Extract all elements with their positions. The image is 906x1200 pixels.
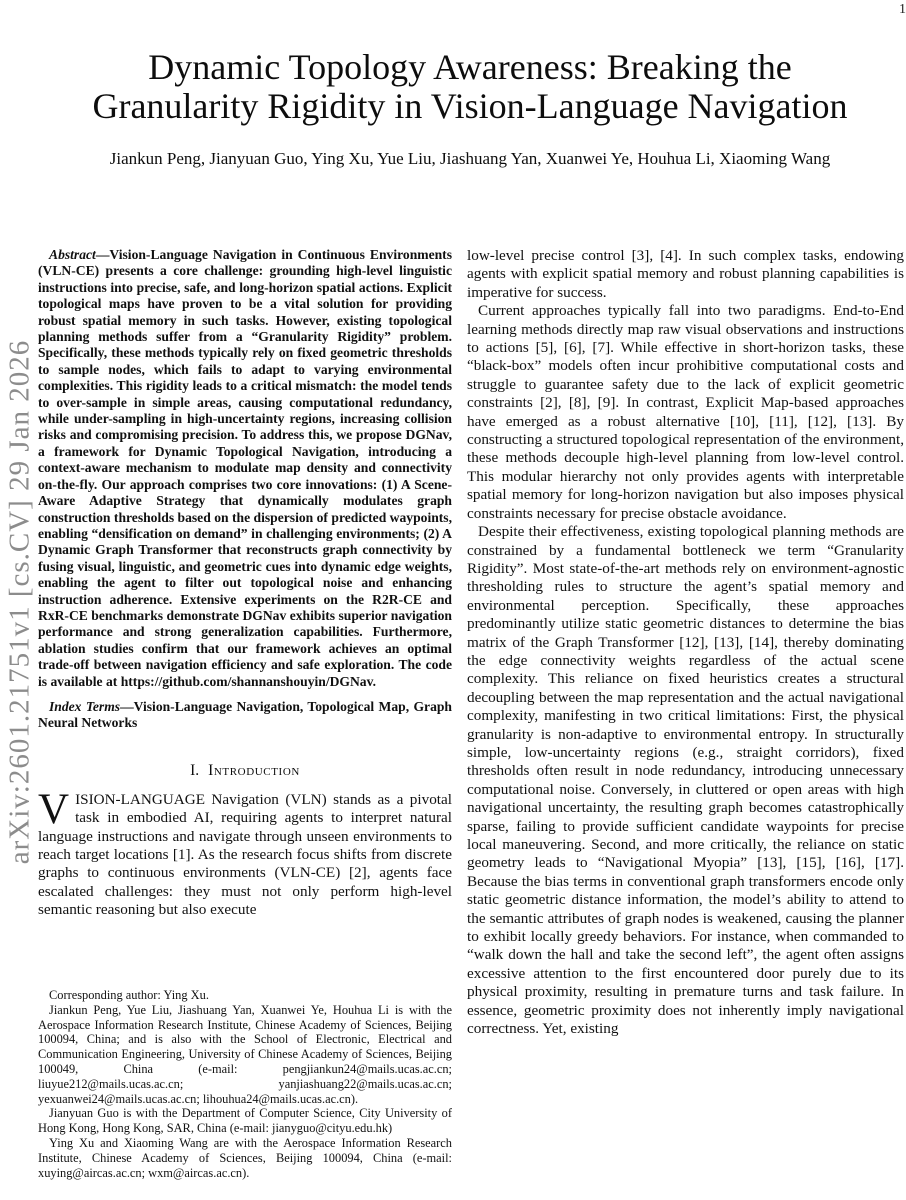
body-paragraph: low-level precise control [3], [4]. In such complex tasks, endowing agents with explicit spatial memory and robust planning capabilities is imperative for success. [467, 247, 904, 301]
footnote-item: Corresponding author: Ying Xu. [49, 988, 209, 1002]
drop-cap: V [38, 785, 70, 833]
section-heading [38, 762, 452, 780]
paper-title [36, 48, 904, 126]
footnotes-block [38, 988, 452, 1180]
authors-line: Jiankun Peng, Jianyuan Guo, Ying Xu, Yue Liu, Jiashuang Yan, Xuanwei Ye, Houhua Li, Xiaoming Wang [109, 149, 831, 168]
body-paragraph: Despite their effectiveness, existing topological planning methods are constrained by a fundamental bottleneck we term “Granularity Rigidity”. Most state-of-the-art methods rely on environment-agnostic thresholding rules to structure the agent’s spatial memory and environmental perception. Specifically, these approaches predominantly utilize static geometric distances to determine the bias matrix of the Graph Transformer [12], [13], [14], thereby dominating the edge connectivity weights regardless of the actual scene complexity. This reliance on fixed heuristics creates a structural decoupling between the map representation and the actual navigational complexity, manifesting in two critical limitations: First, the physical granularity is non-adaptive to environmental entropy. In structurally simple, low-uncertainty regions (e.g., straight corridors), fixed thresholds often result in node redundancy, introducing unnecessary computational noise. Conversely, in cluttered or open areas with high navigational uncertainty, the resulting graph becomes catastrophically sparse, failing to provide sufficient candidate waypoints for precise local maneuvering. Second, and more critically, the reliance on static geometry leads to “Navigational Myopia” [13], [15], [16], [17]. Because the bias terms in conventional graph transformers encode only static geometric distance information, the model’s ability to attend to the semantic attributes of graph nodes is weakened, causing the planner to exhibit locally greedy behaviors. For instance, when commanded to “walk down the hall and take the second left”, the agent often assigns excessive attention to the first encountered door purely due to its physical proximity, resulting in premature turns and task failure. In essence, geometric proximity does not inherently imply navigational correctness. Yet, existing [467, 523, 904, 1038]
code-link[interactable]: https://github.com/shannanshouyin/DGNav [120, 673, 373, 689]
footnote-item: Ying Xu and Xiaoming Wang are with the Aerospace Information Research Institute, Chinese Academy of Sciences, Beijing 100094, China (e-mail: xuying@aircas.ac.cn; wxm@aircas.ac.cn). [38, 1135, 452, 1180]
intro-text: ISION-LANGUAGE Navigation (VLN) stands as a pivotal task in embodied AI, requiring agents to interpret natural language instructions and navigate through unseen environments to reach target locations [1]. As the research focus shifts from discrete graphs to continuous environments (VLN-CE) [2], agents face escalated challenges: they must not only perform high-level semantic reasoning but also execute [38, 790, 452, 919]
arxiv-watermark: arXiv:2601.21751v1 [cs.CV] 29 Jan 2026 [3, 339, 36, 865]
index-terms-label: Index Terms [49, 698, 121, 714]
abstract-text-end: . [372, 673, 377, 689]
intro-paragraph [38, 785, 452, 920]
section-number: I. [190, 761, 200, 779]
footnote-item: Jianyuan Guo is with the Department of Computer Science, City University of Hong Kong, Hong Kong, SAR, China (e-mail: jianyguo@cityu.edu.hk) [38, 1106, 452, 1136]
abstract-paragraph [38, 247, 452, 690]
body-paragraph: Current approaches typically fall into two paradigms. End-to-End learning methods directly map raw visual observations and instructions to actions [5], [6], [7]. While effective in short-horizon tasks, these “black-box” models often incur prohibitive computational costs and struggle to guarantee safety due to the lack of explicit geometric constraints [2], [8], [9]. In contrast, Explicit Map-based approaches have emerged as a robust alternative [10], [11], [12], [13]. By constructing a structured topological representation of the environment, these methods decouple high-level planning from low-level control. This modular hierarchy not only provides agents with interpretable spatial memory for long-horizon navigation but also imposes physical constraints necessary for precise obstacle avoidance. [467, 302, 904, 522]
abstract-label: Abstract [49, 247, 96, 262]
abstract-text: —Vision-Language Navigation in Continuous Environments (VLN-CE) presents a core challenge: grounding high-level linguistic instructions into precise, safe, and long-horizon spatial actions. Explicit topological maps have proven to be a vital solution for providing robust spatial memory in such tasks. However, existing topological planning methods suffer from a “Granularity Rigidity” problem. Specifically, these methods typically rely on fixed geometric thresholds to sample nodes, which fails to adapt to varying environmental complexities. This rigidity leads to a critical mismatch: the model tends to over-sample in simple areas, causing computational redundancy, while under-sampling in high-uncertainty regions, increasing collision risks and compromising precision. To address this, we propose DGNav, a framework for Dynamic Topological Navigation, introducing a context-aware mechanism to modulate map density and connectivity on-the-fly. Our approach comprises two core innovations: (1) A Scene-Aware Adaptive Strategy that dynamically modulates graph construction thresholds based on the dispersion of predicted waypoints, enabling “densification on demand” in challenging environments; (2) A Dynamic Graph Transformer that reconstructs graph connectivity by fusing visual, linguistic, and geometric cues into dynamic edge weights, enabling the agent to filter out topological noise and enhancing instruction adherence. Extensive experiments on the R2R-CE and RxR-CE benchmarks demonstrate DGNav exhibits superior navigation performance and strong generalization capabilities. Furthermore, ablation studies confirm that our framework achieves an optimal trade-off between navigation efficiency and safe exploration. The code is available at [38, 247, 452, 689]
index-terms-paragraph [38, 699, 452, 732]
right-column [467, 247, 904, 1198]
section-title: Introduction [208, 761, 300, 779]
page-number: 1 [899, 2, 906, 17]
index-terms-text: —Vision-Language Navigation, Topological Map, Graph Neural Networks [38, 698, 452, 731]
footnote-item: Jiankun Peng, Yue Liu, Jiashuang Yan, Xuanwei Ye, Houhua Li is with the Aerospace Information Research Institute, Chinese Academy of Sciences, Beijing 100094, China; and is also with the School of Electronic, Electrical and Communication Engineering, University of Chinese Academy of Sciences, Beijing 100049, China (e-mail: pengjiankun24@mails.ucas.ac.cn; liuyue212@mails.ucas.ac.cn; yanjiashuang22@mails.ucas.ac.cn; yexuanwei24@mails.ucas.ac.cn; lihouhua24@mails.ucas.ac.cn). [38, 1002, 452, 1106]
title-line-1: Dynamic Topology Awareness: Breaking the [148, 47, 792, 87]
title-line-2: Granularity Rigidity in Vision-Language Navigation [92, 86, 848, 126]
